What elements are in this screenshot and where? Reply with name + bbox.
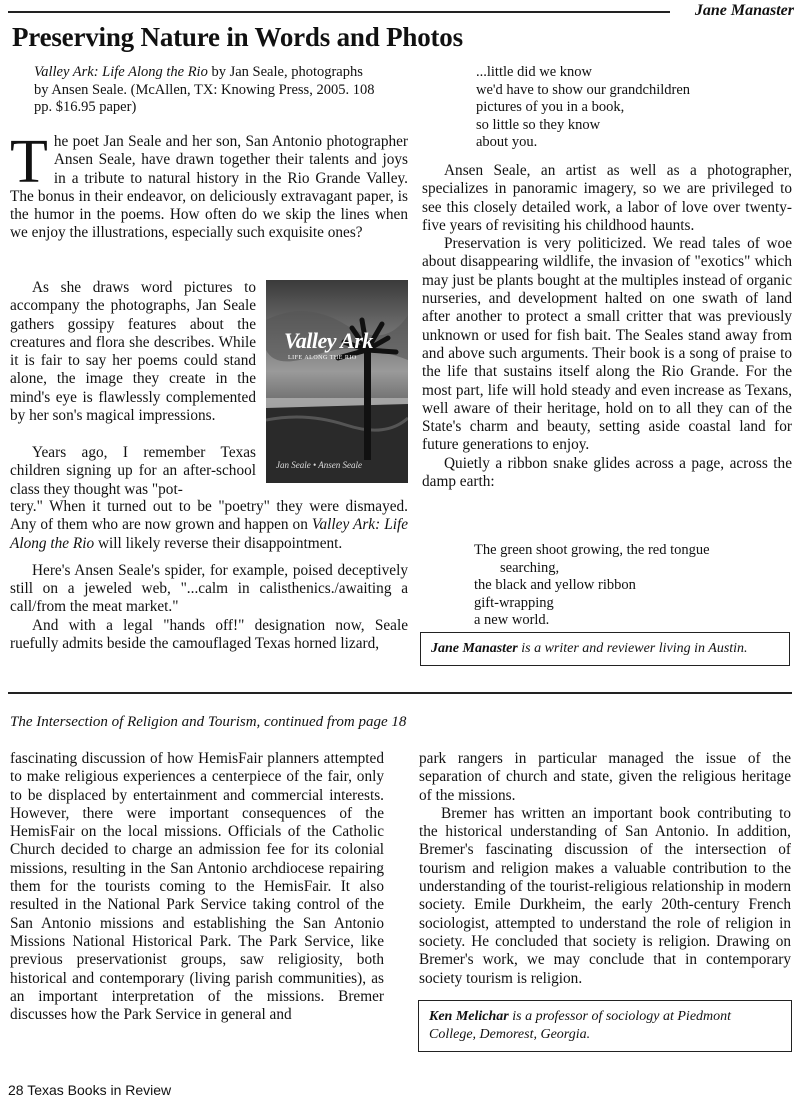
cover-authors: Jan Seale • Ansen Seale <box>276 460 362 470</box>
poem-line: the black and yellow ribbon <box>474 577 636 593</box>
poem-lizard <box>476 64 690 152</box>
article-column-left-bottom <box>10 498 408 653</box>
drop-cap: T <box>10 128 48 196</box>
author-note-name: Jane Manaster <box>431 641 518 656</box>
continued-column-right <box>419 750 791 988</box>
paragraph-3-end: will likely reverse their disappointment. <box>94 534 343 552</box>
paragraph-5: And with a legal "hands off!" designation now, Seale ruefully admits beside the camouflaged Texas horned lizard, <box>10 616 408 653</box>
paragraph-2: As she draws word pictures to accompany the photographs, Jan Seale gathers gossipy features about the creatures and flora she describes. While it is fair to say her poems could stand alone, the image they create in the mind's eye is flawlessly complemented by her son's magical impressions. <box>10 279 256 425</box>
continued-paragraph-1: fascinating discussion of how HemisFair planners attempted to make religious experiences a centerpiece of the fair, only to be displaced by entertainment and commercial interests. However, there were important consequences of the HemisFair on the local missions. Officials of the Catholic Church decided to charge an admission fee for its colonial missions, resulting in the San Antonio archdiocese repairing them for the tourists coming to the HemisFair. It also resulted in the National Park Service taking control of the San Antonio missions and establishing the San Antonio Missions National Historical Park. The Park Service, like previous preservationist groups, saw religiosity, both historical and contemporary (living parish communities), as an important interpretation of the missions. Bremer discusses how the Park Service in general and <box>10 750 384 1024</box>
continued-column-left <box>10 750 384 1024</box>
article-column-left-wrap-2 <box>10 444 256 499</box>
bibliographic-entry <box>34 64 379 117</box>
poem-line: so little so they know <box>476 116 601 133</box>
continued-paragraph-3: Bremer has written an important book contributing to the historical understanding of San Antonio. In addition, Bremer's fascinating discussion of the intersection of tourism and religion makes a valuable contribution to the understanding of the tourist-religious relationship in modern society. Emile Durkheim, the early 20th-century French sociologist, attempted to understand the role of religion in society. He concluded that society is religion. Drawing on Bremer's work, we may conclude that in contemporary society tourism is religion. <box>419 804 791 987</box>
author-note-text: is a writer and reviewer living in Austin. <box>517 641 748 656</box>
reviewer-note-text: is a professor of sociology at Piedmont College, Demorest, Georgia. <box>429 1009 732 1042</box>
cover-subtitle: LIFE ALONG THE RIO <box>288 355 357 361</box>
paragraph-3a: Years ago, I remember Texas children signing up for an after-school class they thought was "pot- <box>10 444 256 498</box>
poem-line: we'd have to show our grandchildren <box>476 81 691 98</box>
poem-line: searching, <box>500 559 560 576</box>
reviewer-note-box <box>418 1000 792 1052</box>
author-note-box <box>420 632 790 666</box>
paragraph-7: Preservation is very politicized. We read tales of woe about disappearing wildlife, the invasion of "exotics" which may just be plants bought at the multiples instead of organic nurseries, and development halted on one swath of land after another to protect a small critter that was previously unknown or used for fish bait. The Seales stand away from and above such arguments. Their book is a song of praise to the life that sustains itself along the Rio Grande. For the most part, life will hold steady and even increase as Texans, well aware of their heritage, hold on to all they can of the State's charm and beauty, setting aside coastal land for future generations to enjoy. <box>422 235 792 454</box>
paragraph-3b: tery." When it turned out to be "poetry" they were dismayed. Any of them who are now grown and happen on Valley Ark: Life Along the Rio will likely reverse their disappointment. <box>10 498 408 552</box>
poem-line: a new world. <box>474 612 550 628</box>
continued-heading: The Intersection of Religion and Tourism, continued from page 18 <box>10 714 407 730</box>
byline: Jane Manaster <box>694 2 794 19</box>
cover-title: Valley Ark <box>284 328 373 353</box>
article-column-left-wrap <box>10 279 256 425</box>
reviewer-note-name: Ken Melichar <box>429 1009 509 1024</box>
book-cover-photo <box>266 280 408 483</box>
book-title: Valley Ark: Life Along the Rio <box>34 64 208 80</box>
poem-line: gift-wrapping <box>474 594 554 611</box>
page-footer: 28 Texas Books in Review <box>8 1082 172 1098</box>
continued-paragraph-2: park rangers in particular managed the issue of the separation of church and state, given the religious heritage of the missions. <box>419 750 791 804</box>
section-divider <box>8 692 792 694</box>
poem-line: pictures of you in a book, <box>476 99 625 115</box>
poem-line: ...little did we know <box>476 64 592 80</box>
paragraph-4: Here's Ansen Seale's spider, for example, poised deceptively still on a jeweled web, "...calm in calisthenics./awaiting a call/from the meat market." <box>10 561 408 616</box>
article-title: Preserving Nature in Words and Photos <box>12 22 463 52</box>
poem-snake <box>474 542 710 630</box>
poem-line: about you. <box>476 134 538 150</box>
book-title-inline: Valley Ark: Life Along the Rio <box>10 516 408 552</box>
header-rule <box>8 11 670 13</box>
paragraph-8: Quietly a ribbon snake glides across a page, across the damp earth: <box>422 454 792 491</box>
article-column-left-top <box>10 128 408 243</box>
article-column-right <box>422 162 792 491</box>
paragraph-6: Ansen Seale, an artist as well as a photographer, specializes in panoramic imagery, so we are privileged to see this closely detailed work, a labor of love over twenty-five years of revisiting his childhood haunts. <box>422 162 792 234</box>
poem-line: The green shoot growing, the red tongue <box>474 542 710 558</box>
book-details: by Jan Seale, photographs by Ansen Seale. (McAllen, TX: Knowing Press, 2005. 108 pp. $16.95 paper) <box>34 64 375 115</box>
book-cover-image <box>266 280 408 483</box>
paragraph-intro-text: he poet Jan Seale and her son, San Antonio photographer Ansen Seale, have drawn together their talents and joys in a tribute to natural history in the Rio Grande Valley. The bonus in their endeavor, on deliciously extravagant paper, is the humor in the poems. How often do we skip the lines when we enjoy the illustrations, especially such exquisite ones? <box>10 133 408 242</box>
paragraph-intro <box>10 128 408 243</box>
